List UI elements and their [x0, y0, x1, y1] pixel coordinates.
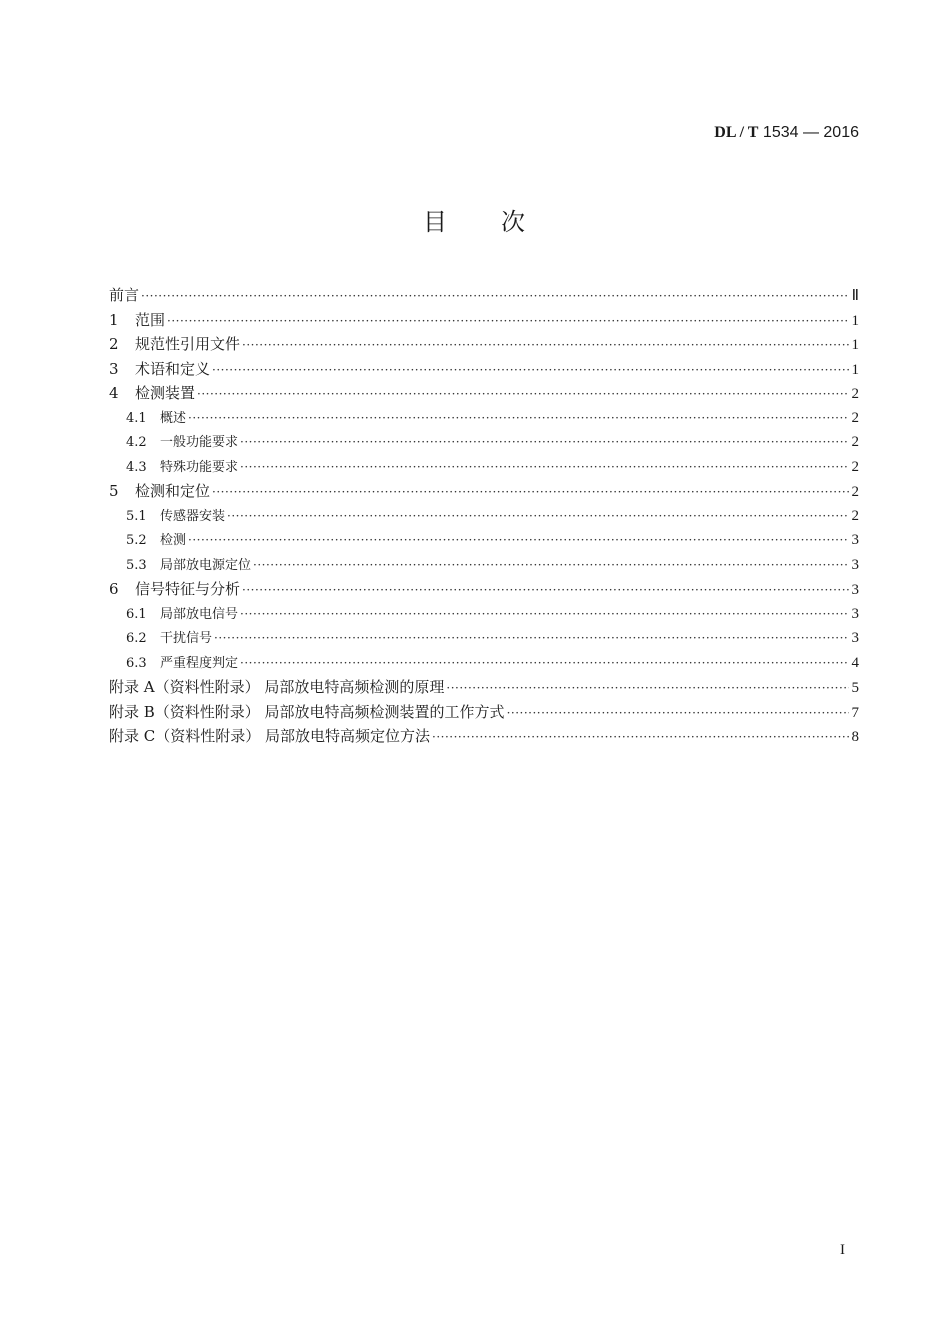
toc-dot-leader [227, 504, 849, 529]
toc-entry-page: 7 [851, 704, 859, 721]
toc-entry-number: 3 [109, 359, 119, 378]
toc-entry-number: 4 [109, 384, 119, 402]
table-of-contents [109, 283, 859, 749]
toc-entry[interactable] [109, 283, 859, 308]
toc-entry[interactable] [109, 577, 859, 602]
toc-entry-page: 2 [851, 434, 859, 450]
footer-page-number: I [840, 1242, 845, 1258]
document-code-prefix: DL / T [714, 124, 759, 141]
toc-dot-leader [214, 626, 849, 651]
toc-entry-page: Ⅱ [851, 288, 859, 304]
toc-entry-page: 3 [851, 556, 859, 573]
toc-dot-leader [242, 333, 849, 358]
toc-entry-label: 局部放电信号 [160, 606, 239, 622]
toc-entry-label: 信号特征与分析 [135, 580, 241, 598]
toc-entry-number: 4.1 [126, 410, 147, 426]
toc-entry-number: 6 [109, 580, 119, 598]
toc-entry[interactable] [109, 455, 859, 480]
toc-entry-page: 2 [851, 507, 859, 524]
toc-entry-page: 1 [851, 337, 859, 353]
page-title-char-2: 次 [501, 208, 527, 236]
toc-entry-number: 6.1 [126, 606, 147, 622]
document-code-suffix: 1534 — 2016 [762, 124, 859, 141]
page-title-char-1: 目 [423, 208, 449, 236]
toc-entry-label: 传感器安装 [160, 508, 226, 524]
toc-entry-label: 检测装置 [135, 384, 196, 402]
toc-entry-number: 5.3 [126, 557, 147, 573]
toc-entry-number: 1 [109, 310, 119, 329]
toc-entry[interactable] [109, 406, 859, 431]
toc-entry-number: 4.2 [126, 435, 147, 450]
toc-entry-page: 3 [851, 630, 859, 646]
toc-dot-leader [188, 528, 849, 553]
toc-entry-label: 干扰信号 [160, 631, 213, 646]
toc-entry-page: 8 [851, 729, 859, 745]
toc-entry[interactable] [109, 479, 859, 504]
toc-entry-label: 附录 A（资料性附录） 局部放电特高频检测的原理 [109, 678, 445, 696]
toc-entry[interactable] [109, 332, 859, 357]
toc-dot-leader [212, 358, 849, 383]
toc-entry-page: 5 [851, 680, 859, 696]
toc-entry-number: 5 [109, 482, 119, 500]
toc-entry-number: 6.2 [126, 631, 147, 646]
toc-dot-leader [507, 701, 849, 726]
toc-entry[interactable] [109, 528, 859, 553]
toc-entry-number: 6.3 [126, 655, 147, 671]
toc-dot-leader [240, 455, 849, 480]
toc-dot-leader [446, 676, 849, 701]
toc-entry-number: 2 [109, 335, 119, 353]
toc-entry-page: 2 [851, 458, 859, 475]
toc-dot-leader [188, 406, 849, 431]
toc-dot-leader [167, 309, 849, 334]
toc-dot-leader [240, 651, 849, 676]
document-code [714, 124, 859, 142]
toc-entry-number: 5.2 [126, 533, 147, 548]
toc-entry[interactable] [109, 381, 859, 406]
toc-entry[interactable] [109, 626, 859, 651]
toc-entry-page: 1 [851, 361, 859, 378]
toc-entry-label: 附录 C（资料性附录） 局部放电特高频定位方法 [109, 727, 431, 745]
toc-entry[interactable] [109, 700, 859, 725]
toc-entry-label: 概述 [160, 410, 187, 426]
toc-entry-label: 规范性引用文件 [135, 335, 241, 353]
toc-entry[interactable] [109, 675, 859, 700]
toc-entry-page: 4 [851, 654, 859, 671]
toc-dot-leader [240, 602, 849, 627]
toc-entry[interactable] [109, 602, 859, 627]
toc-entry[interactable] [109, 308, 859, 333]
toc-entry-label: 特殊功能要求 [160, 459, 239, 475]
toc-entry-label: 局部放电源定位 [160, 557, 252, 573]
toc-entry-label: 检测和定位 [135, 482, 211, 500]
toc-entry[interactable] [109, 724, 859, 749]
toc-entry-page: 1 [851, 312, 859, 329]
toc-entry[interactable] [109, 357, 859, 382]
toc-entry-page: 3 [851, 605, 859, 622]
toc-entry[interactable] [109, 430, 859, 455]
toc-entry[interactable] [109, 553, 859, 578]
toc-dot-leader [240, 430, 849, 455]
toc-entry-page: 3 [851, 582, 859, 598]
toc-entry[interactable] [109, 504, 859, 529]
toc-dot-leader [432, 725, 849, 750]
toc-entry-label: 前言 [109, 286, 140, 304]
toc-entry-page: 2 [851, 484, 859, 500]
toc-dot-leader [253, 553, 849, 578]
toc-dot-leader [242, 578, 849, 603]
toc-entry-label: 检测 [160, 533, 187, 548]
toc-dot-leader [197, 382, 849, 407]
toc-entry-page: 2 [851, 386, 859, 402]
toc-dot-leader [141, 284, 849, 309]
toc-entry-label: 严重程度判定 [160, 655, 239, 671]
toc-dot-leader [212, 480, 849, 505]
toc-entry-label: 范围 [135, 310, 166, 329]
toc-entry[interactable] [109, 651, 859, 676]
toc-entry-label: 附录 B（资料性附录） 局部放电特高频检测装置的工作方式 [109, 702, 505, 721]
toc-entry-label: 一般功能要求 [160, 435, 239, 450]
toc-entry-label: 术语和定义 [135, 359, 211, 378]
toc-entry-number: 4.3 [126, 459, 147, 475]
toc-entry-page: 3 [851, 532, 859, 548]
toc-entry-number: 5.1 [126, 508, 147, 524]
toc-entry-page: 2 [851, 409, 859, 426]
page-title [0, 202, 950, 237]
